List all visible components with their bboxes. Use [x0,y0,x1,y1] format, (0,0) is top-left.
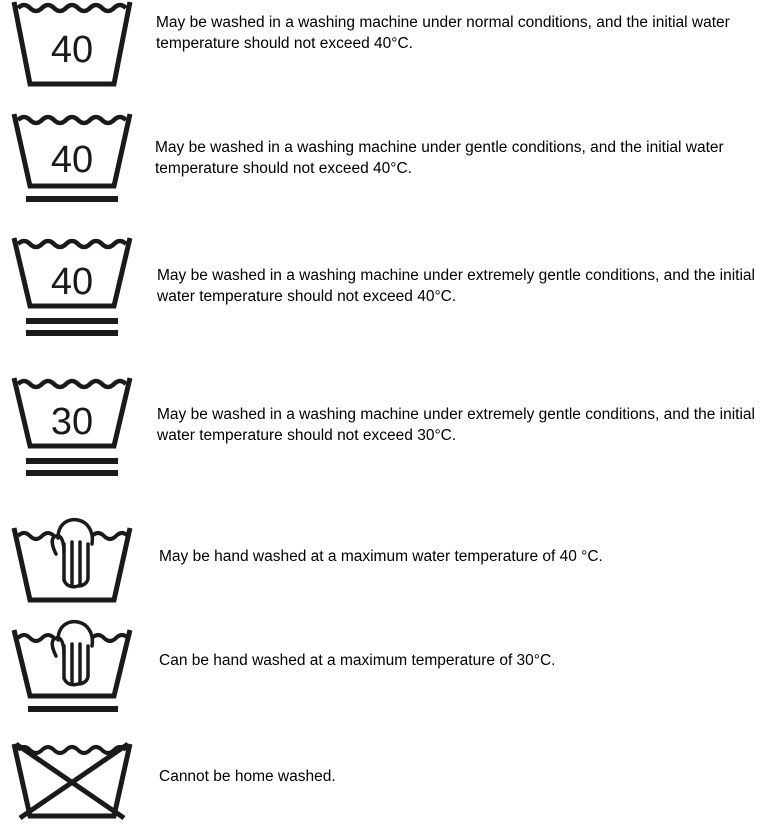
care-description: Cannot be home washed. [159,768,336,785]
care-description: Can be hand washed at a maximum temperature of 30°C. [159,652,556,669]
gentle-bar [26,470,118,476]
gentle-bar [26,196,118,202]
machine-wash-40-very-gentle-icon [12,236,132,346]
do-not-wash-icon [12,738,132,824]
care-description: May be hand washed at a maximum water temperature of 40 °C. [159,548,603,565]
care-row-hand-wash-40 [0,514,771,606]
hand-wash-gentle-icon [12,618,132,718]
care-row-hand-wash-30 [0,618,771,718]
care-description: May be washed in a washing machine under gentle conditions, and the initial water temperature should not exceed 40°C. [155,139,724,177]
care-description: May be washed in a washing machine under extremely gentle conditions, and the initial water temperature should not exceed 30°C. [157,406,755,444]
temperature-label: 40 [50,261,94,303]
gentle-bar [26,318,118,324]
gentle-bar [26,458,118,464]
care-row-machine-wash-30-very-gentle [0,376,771,486]
hand-wash-icon [12,514,132,606]
care-row-machine-wash-40-very-gentle [0,236,771,346]
care-row-machine-wash-40-gentle [0,112,771,212]
temperature-label: 40 [50,139,94,181]
care-row-machine-wash-40-normal [0,0,771,100]
machine-wash-40-gentle-icon [12,112,132,212]
gentle-bar [26,330,118,336]
machine-wash-40-icon [12,0,132,100]
care-description: May be washed in a washing machine under extremely gentle conditions, and the initial water temperature should not exceed 40°C. [157,267,755,305]
hand-shape [52,520,92,587]
gentle-bar [28,706,118,712]
care-description: May be washed in a washing machine under normal conditions, and the initial water temperature should not exceed 40°C. [156,14,730,52]
temperature-label: 30 [50,401,94,443]
hand-shape [52,622,92,685]
temperature-label: 40 [50,29,94,71]
machine-wash-30-very-gentle-icon [12,376,132,486]
care-row-do-not-wash [0,738,771,824]
